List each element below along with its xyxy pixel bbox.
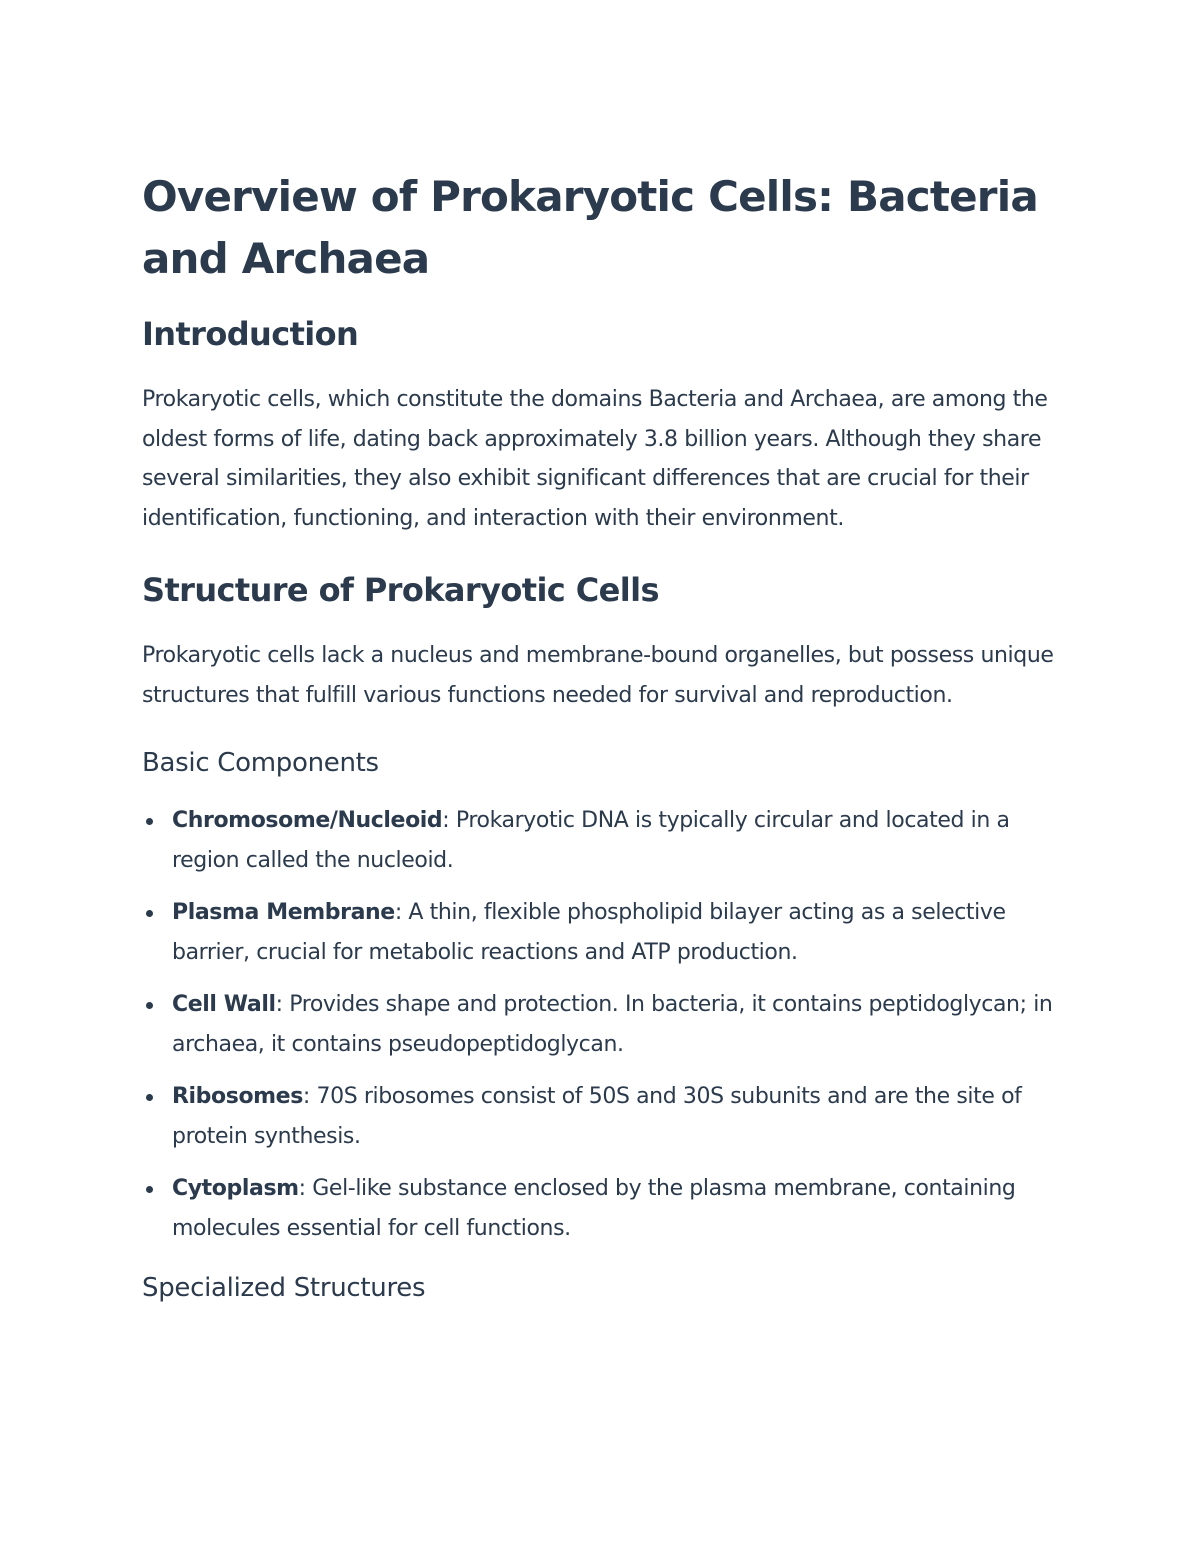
subheading-specialized-structures: Specialized Structures (142, 1273, 426, 1303)
list-item-separator: : (442, 808, 450, 833)
list-item (142, 1169, 1062, 1248)
list-item-term: Cytoplasm (172, 1176, 299, 1201)
list-item-separator: : (302, 1084, 310, 1109)
basic-components-list (142, 801, 1062, 1248)
introduction-paragraph: Prokaryotic cells, which constitute the domains Bacteria and Archaea, are among the oldest forms of life, dating back approximately 3.8 billion years. Although they share several similarities, they also exhibit significant differences that are crucial for their identification, functioning, and interaction with their environment. (142, 387, 1048, 531)
list-item-separator: : (394, 900, 402, 925)
list-item (142, 985, 1062, 1064)
list-item-term: Ribosomes (172, 1084, 303, 1109)
list-item-text: Prokaryotic DNA is typically circular and located in a region called the nucleoid. (172, 808, 1010, 873)
structure-paragraph: Prokaryotic cells lack a nucleus and membrane-bound organelles, but possess unique structures that fulfill various functions needed for survival and reproduction. (142, 643, 1054, 708)
section-heading-introduction: Introduction (142, 315, 359, 353)
document-page (142, 166, 1062, 1326)
list-item-separator: : (298, 1176, 306, 1201)
page-title: Overview of Prokaryotic Cells: Bacteria and Archaea (142, 172, 1038, 283)
section-heading-structure: Structure of Prokaryotic Cells (142, 571, 659, 609)
list-item-term: Chromosome/Nucleoid (172, 808, 443, 833)
list-item-separator: : (275, 992, 283, 1017)
list-item (142, 893, 1062, 972)
subheading-basic-components: Basic Components (142, 748, 379, 778)
bullet-icon (146, 818, 153, 825)
list-item (142, 1077, 1062, 1156)
list-item-text: A thin, flexible phospholipid bilayer acting as a selective barrier, crucial for metabolic reactions and ATP production. (172, 900, 1006, 965)
bullet-icon (146, 1094, 153, 1101)
list-item-term: Cell Wall (172, 992, 276, 1017)
bullet-icon (146, 910, 153, 917)
list-item-text: Provides shape and protection. In bacteria, it contains peptidoglycan; in archaea, it contains pseudopeptidoglycan. (172, 992, 1053, 1057)
list-item-text: Gel-like substance enclosed by the plasma membrane, containing molecules essential for cell functions. (172, 1176, 1016, 1241)
list-item-term: Plasma Membrane (172, 900, 395, 925)
bullet-icon (146, 1002, 153, 1009)
list-item (142, 801, 1062, 880)
bullet-icon (146, 1186, 153, 1193)
list-item-text: 70S ribosomes consist of 50S and 30S subunits and are the site of protein synthesis. (172, 1084, 1022, 1149)
